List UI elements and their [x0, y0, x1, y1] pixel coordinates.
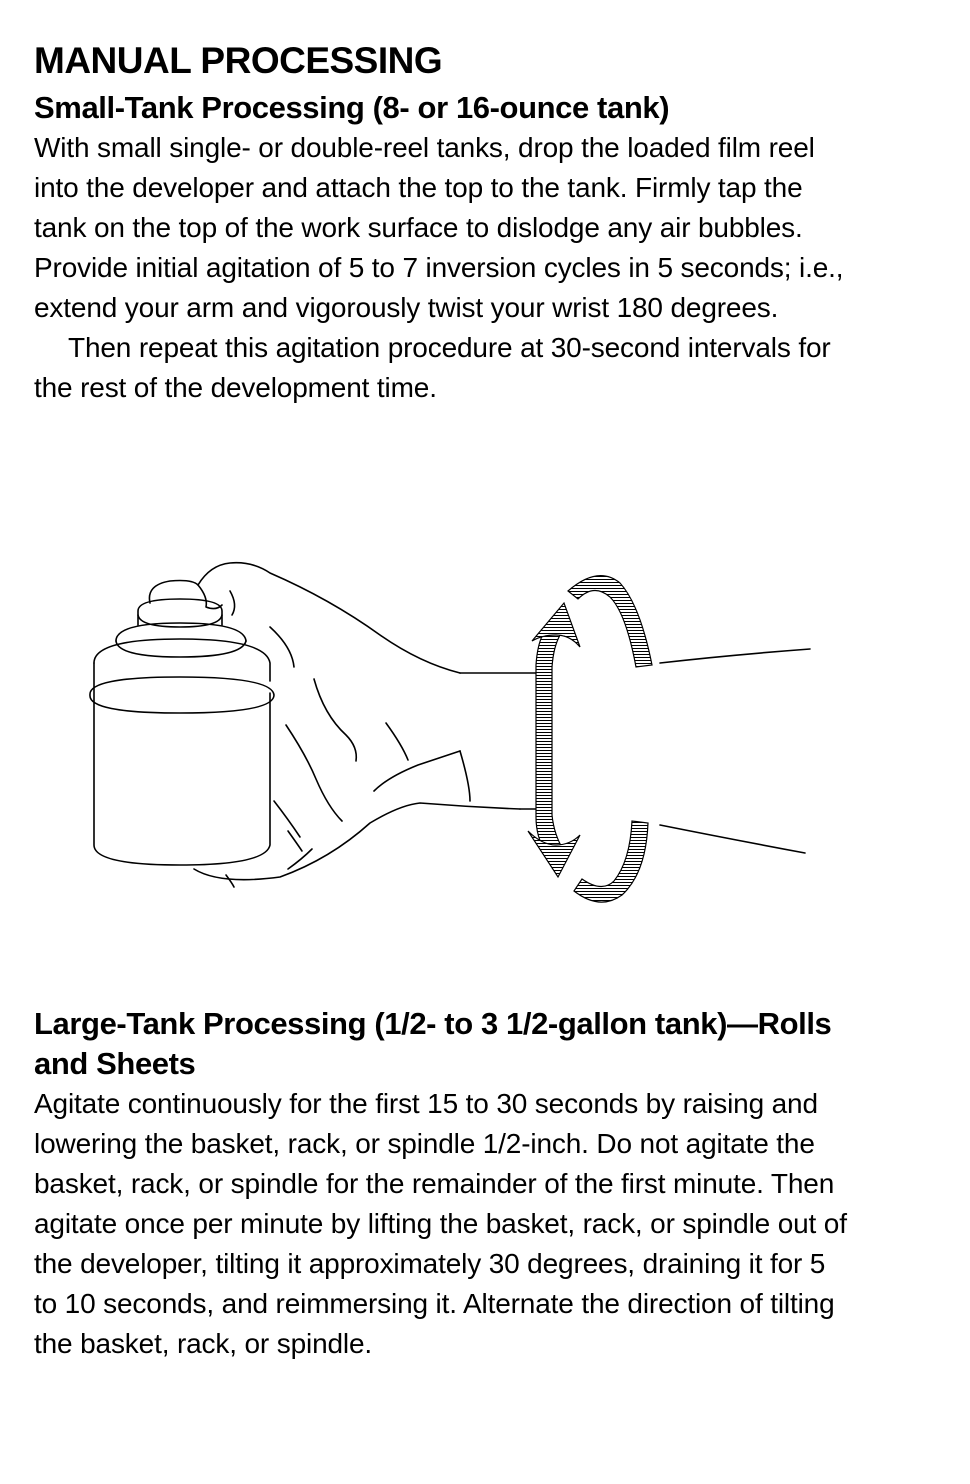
rotation-arrows: [528, 576, 652, 902]
small-tank-heading: Small-Tank Processing (8- or 16-ounce tank): [34, 90, 670, 125]
small-tank-section: [34, 88, 854, 408]
small-tank-paragraph-2: Then repeat this agitation procedure at 30-second intervals for the rest of the development time.: [34, 332, 831, 403]
large-tank-heading: Large-Tank Processing (1/2- to 3 1/2-gallon tank)—Rolls and Sheets: [34, 1006, 832, 1081]
small-tank-paragraph-1: With small single- or double-reel tanks, drop the loaded film reel into the developer and attach the top to the tank. Firmly tap the tank on the top of the work surface to dislodge any air bubbles. Provide initial agitation of 5 to 7 inversion cycles in 5 seconds; i.e., extend your arm and vigorously twist your wrist 180 degrees.: [34, 132, 844, 323]
developing-tank: [90, 599, 274, 865]
large-tank-section: [34, 1004, 854, 1364]
large-tank-paragraph-1: Agitate continuously for the first 15 to 30 seconds by raising and lowering the basket, rack, or spindle 1/2-inch. Do not agitate the basket, rack, or spindle for the remainder of the first minute. Then agitate once per minute by lifting the basket, rack, or spindle out of the developer, tilting it approximately 30 degrees, draining it for 5 to 10 seconds, and reimmersing it. Alternate the direction of tilting the basket, rack, or spindle.: [34, 1088, 847, 1359]
agitation-illustration: [80, 555, 820, 910]
page-content: [34, 36, 854, 408]
page-title: MANUAL PROCESSING: [34, 40, 443, 81]
hand: [149, 563, 810, 887]
